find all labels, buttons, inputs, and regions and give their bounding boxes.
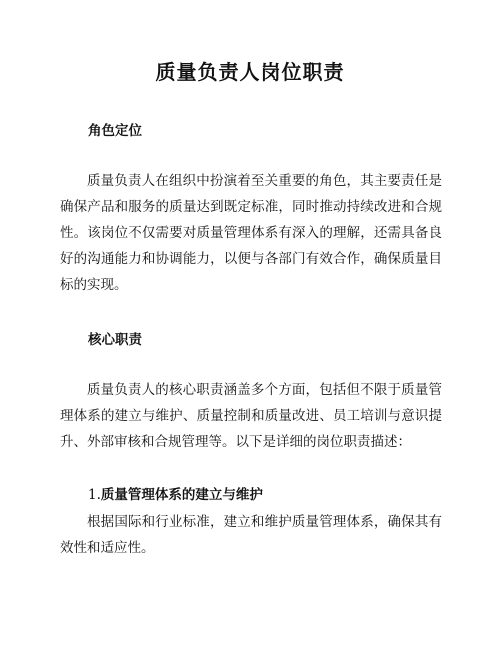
section-heading-role: 角色定位 [88, 123, 142, 139]
document-title: 质量负责人岗位职责 [155, 60, 345, 84]
section-paragraph-core-duties: 质量负责人的核心职责涵盖多个方面，包括但不限于质量管理体系的建立与维护、质量控制和质量改进、员工培训与意识提升、外部审核和合规管理等。以下是详细的岗位职责描述： [60, 382, 442, 450]
duty-item-heading [88, 485, 263, 505]
duty-item-paragraph: 根据国际和行业标准，建立和维护质量管理体系，确保其有效性和适应性。 [60, 514, 442, 556]
duty-item-number: 1. [88, 487, 101, 503]
duty-item-title: 质量管理体系的建立与维护 [100, 487, 263, 503]
section-paragraph-role: 质量负责人在组织中扮演着至关重要的角色，其主要责任是确保产品和服务的质量达到既定标准，同时推动持续改进和合规性。该岗位不仅需要对质量管理体系有深入的理解，还需具备良好的沟通能力和协调能力，以便与各部门有效合作，确保质量目标的实现。 [60, 173, 442, 293]
section-heading-core-duties: 核心职责 [88, 332, 142, 348]
